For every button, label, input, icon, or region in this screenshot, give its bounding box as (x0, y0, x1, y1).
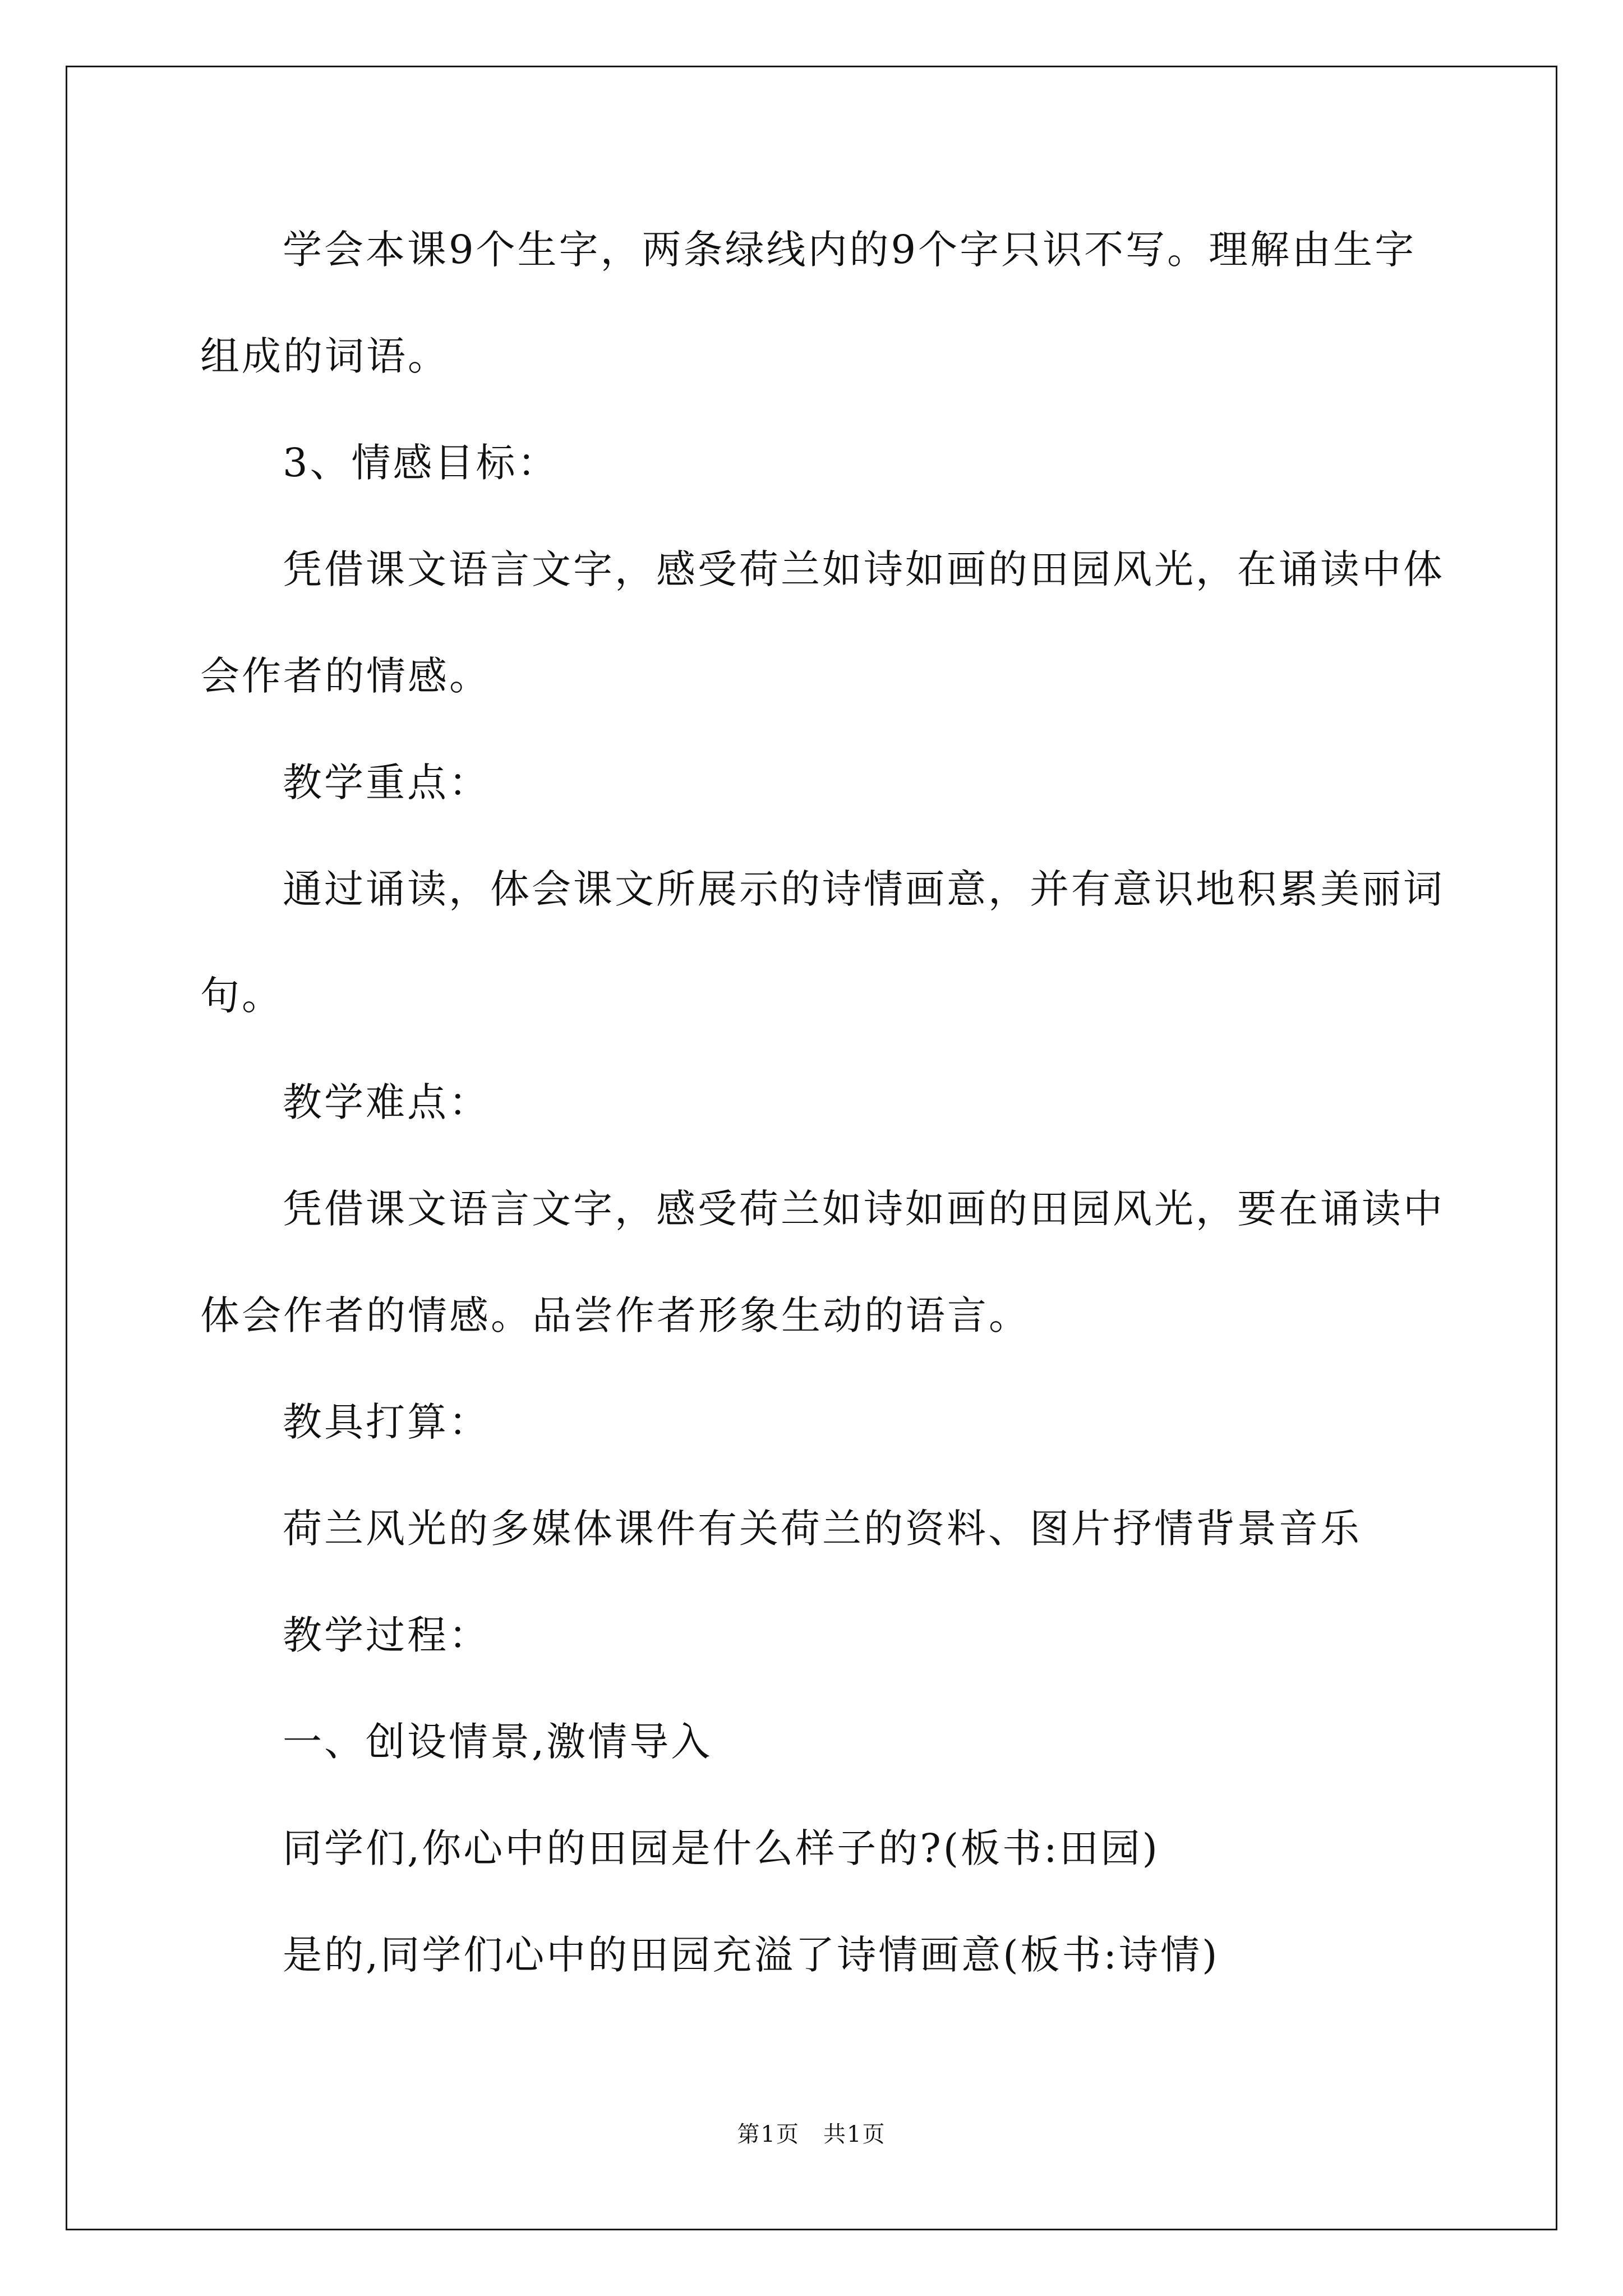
page-footer: 第1页 共1页 (737, 2122, 886, 2147)
paragraph-line: 会作者的情感。 (200, 653, 491, 699)
paragraph-line: 体会作者的情感。品尝作者形象生动的语言。 (200, 1292, 1030, 1338)
paragraph-line: 学会本课9个生字，两条绿线内的9个字只识不写。理解由生字 (283, 227, 1417, 273)
paragraph-line: 同学们,你心中的田园是什么样子的?(板书:田园) (283, 1825, 1160, 1871)
paragraph-line: 3、情感目标： (283, 440, 559, 486)
paragraph-line: 是的,同学们心中的田园充溢了诗情画意(板书:诗情) (283, 1932, 1220, 1978)
paragraph-line: 一、创设情景,激情导入 (283, 1719, 713, 1765)
paragraph-line: 荷兰风光的多媒体课件有关荷兰的资料、图片抒情背景音乐 (283, 1506, 1362, 1552)
page-border (66, 66, 1557, 2230)
paragraph-line: 凭借课文语言文字，感受荷兰如诗如画的田园风光，在诵读中体 (283, 546, 1445, 592)
paragraph-line: 教学过程： (283, 1612, 490, 1658)
paragraph-line: 通过诵读，体会课文所展示的诗情画意，并有意识地积累美丽词 (283, 866, 1445, 912)
paragraph-line: 教具打算： (283, 1399, 490, 1445)
paragraph-line: 组成的词语。 (200, 333, 449, 379)
paragraph-line: 教学难点： (283, 1079, 490, 1125)
paragraph-line: 凭借课文语言文字，感受荷兰如诗如画的田园风光，要在诵读中 (283, 1186, 1445, 1232)
paragraph-line: 教学重点： (283, 760, 490, 806)
paragraph-line: 句。 (200, 973, 283, 1019)
